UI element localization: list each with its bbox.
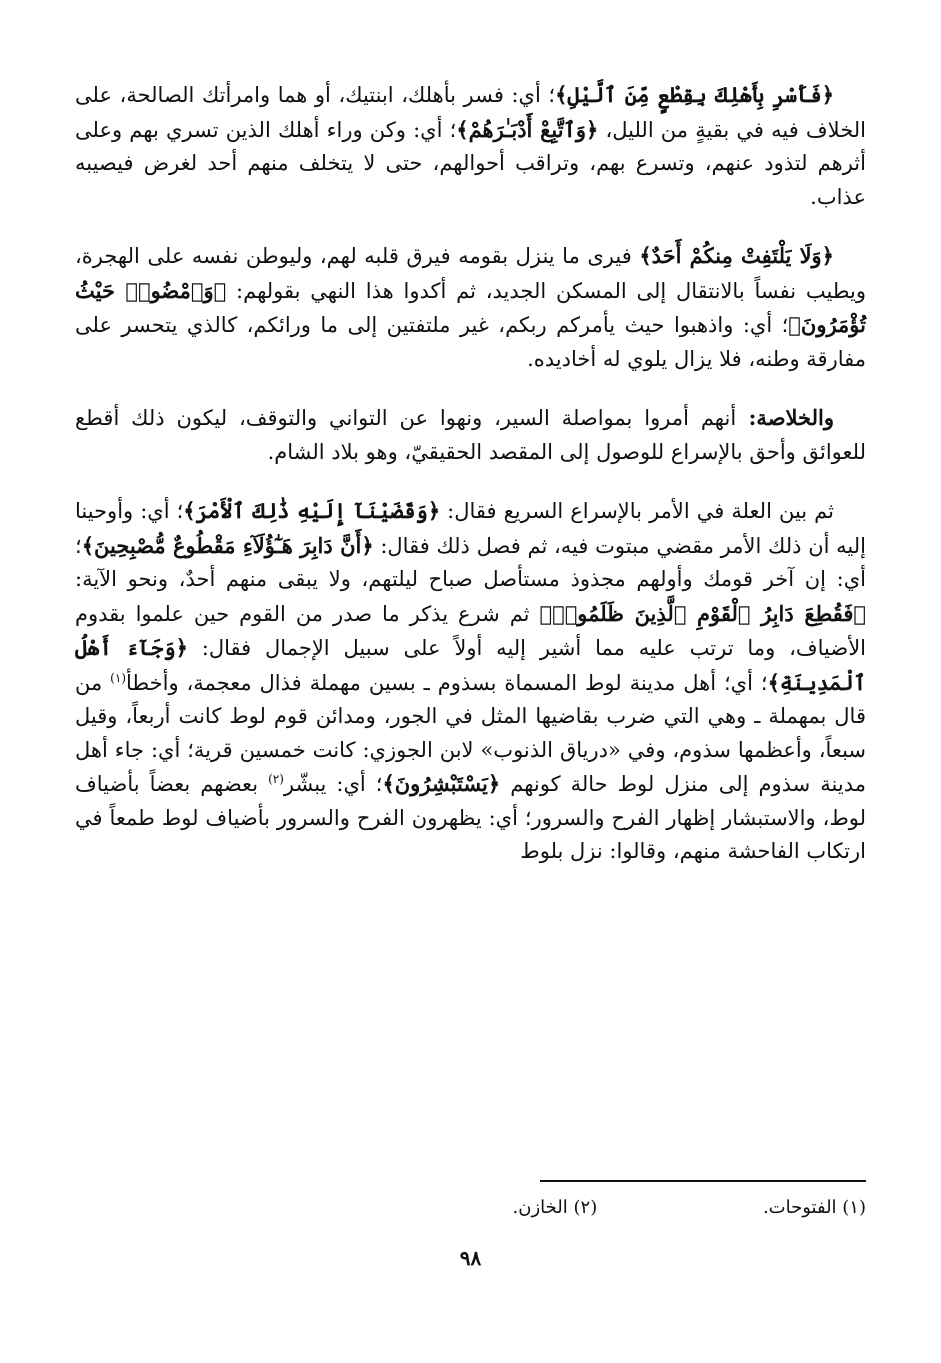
quran-verse: ﴿أَنَّ دَابِرَ هَـٰٓؤُلَآءِ مَقْطُوعٌ مُّصْبِحِينَ﴾ — [81, 532, 374, 558]
paragraph — [75, 401, 866, 469]
footnote-marker: (١) — [110, 670, 126, 685]
text-run: ؛ أي؛ أهل مدينة لوط المسماة بسذوم ـ بسين مهملة فذال معجمة، وأخطأ — [126, 670, 768, 695]
quran-verse: ﴿فَقُطِعَ دَابِرُ ٱلْقَوْمِ ٱلَّذِينَ ظَلَمُوا۟﴾ — [539, 600, 866, 626]
paragraph — [75, 78, 866, 214]
quran-verse: ﴿وَقَضَيْنَآ إِلَيْهِ ذَٰلِكَ ٱلْأَمْرَ﴾ — [183, 498, 441, 523]
footnotes — [75, 1195, 866, 1221]
text-run: ثم شرع يذكر ما صدر من القوم حين علموا بقدوم الأضياف، وما ترتب عليه مما أشير إليه أولاً على سبيل الإجمال فقال: — [75, 601, 866, 660]
text-run: أنهم أمروا بمواصلة السير، ونهوا عن التواني والتوقف، ليكون ذلك أقطع للعوائق وأحق بالإسراع للوصول إلى المقصد الحقيقيّ، وهو بلاد الشام. — [75, 406, 866, 464]
footnote-1: (١) الفتوحات. — [762, 1197, 866, 1218]
text-run: ؛ أي: وأوحينا إليه أن ذلك الأمر مقضي مبتوت فيه، ثم فصل ذلك فقال: — [75, 499, 866, 558]
footnote-marker: (٢) — [268, 772, 284, 786]
paragraph — [75, 239, 866, 376]
quran-verse: ﴿وَلَا يَلْتَفِتْ مِنكُمْ أَحَدٌ﴾ — [639, 243, 834, 268]
text-run: من قال بمهملة ـ وهي التي ضرب بقاضيها المثل في الجور، ومدائن قوم لوط كانت أربعاً، وقيل سبعاً، وأعظمها سذوم، وفي «درياق الذنوب» لابن الجوزي: كانت خمسين قرية؛ أي: جاء أهل مدينة سذوم إلى منزل لوط حالة كونهم — [75, 670, 867, 796]
text-run: ؛ أي: فسر بأهلك، ابنتيك، أو هما وامرأتك الصالحة، على الخلاف فيه في بقيةٍ من الليل، — [75, 83, 866, 142]
text-run: ؛ أي: وكن وراء أهلك الذين تسري بهم وعلى أثرهم لتذود عنهم، وتسرع بهم، وتراقب أحوالهم، حتى لا يتخلف منهم أحد لغرض فيصيبه عذاب. — [75, 117, 866, 209]
body-text — [75, 78, 866, 894]
quran-verse: ﴿فَأَسْرِ بِأَهْلِكَ بِقِطْعٍ مِّنَ ٱلَّيْلِ﴾ — [555, 82, 834, 107]
text-run: ؛ أي: واذهبوا حيث يأمركم ربكم، غير ملتفتين إلى ما ورائكم، كالذي يتحسر على مفارقة وطنه، فلا يزال يلوي له أخاديده. — [75, 313, 866, 371]
footnote-2: (٢) الخازن. — [512, 1197, 598, 1218]
text-run: بعضهم بعضاً بأضياف لوط، والاستبشار إظهار الفرح والسرور؛ أي: يظهرون الفرح والسرور بأضياف لوط طمعاً في ارتكاب الفاحشة منهم، وقالوا: نزل بلوط — [75, 772, 866, 863]
text-run: ؛ أي: يبشّر — [283, 772, 383, 796]
quran-verse: ﴿وَجَآءَ أَهْلُ ٱلْمَدِينَةِ﴾ — [75, 635, 866, 695]
paragraph — [75, 494, 866, 869]
footnote-separator — [540, 1180, 866, 1182]
text-run: ؛ أي: إن آخر قومك وأولهم مجذوذ مستأصل صباح ليلتهم، ولا يبقى منهم أحدٌ، ونحو الآية: — [75, 533, 866, 591]
text-run: ثم بين العلة في الأمر بالإسراع السريع فقال: — [440, 499, 835, 523]
page-number: ٩٨ — [459, 1246, 482, 1270]
text-run: فيرى ما ينزل بقومه فيرق قلبه لهم، وليوطن نفسه على الهجرة، ويطيب نفساً بالانتقال إلى المسكن الجديد، ثم أكدوا هذا النهي بقولهم: — [75, 244, 867, 303]
quran-verse: ﴿وَٱمْضُوا۟ حَيْثُ تُؤْمَرُونَ﴾ — [75, 277, 866, 337]
summary-heading: والخلاصة: — [736, 405, 834, 430]
quran-verse: ﴿يَسْتَبْشِرُونَ﴾ — [382, 771, 501, 796]
quran-verse: ﴿وَٱتَّبِعْ أَدْبَـٰرَهُمْ﴾ — [456, 116, 599, 142]
